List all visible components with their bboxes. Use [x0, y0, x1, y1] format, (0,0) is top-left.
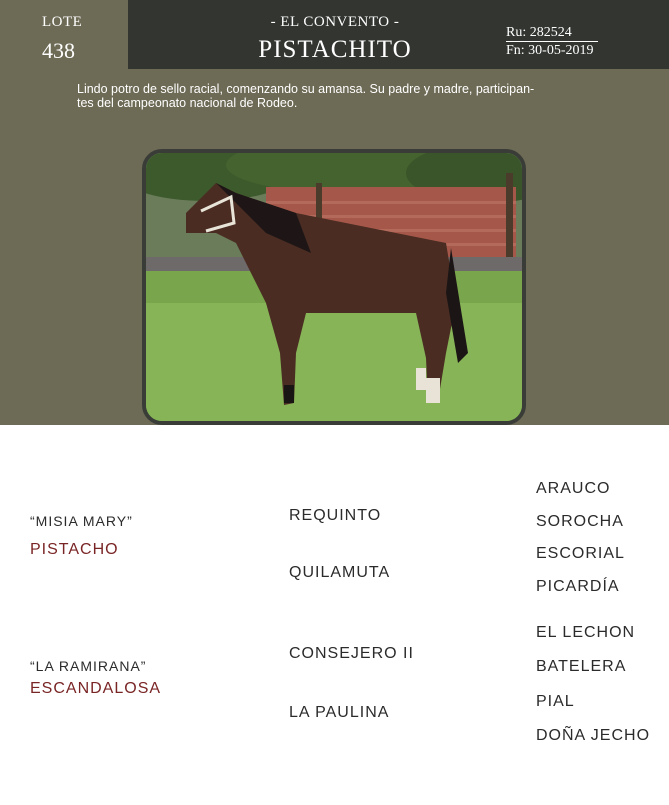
horse-photo — [142, 149, 526, 425]
grandparent-2: QUILAMUTA — [289, 564, 391, 581]
great-grandparent-7: PIAL — [536, 693, 575, 710]
great-grandparent-6: BATELERA — [536, 658, 627, 675]
great-grandparent-5: EL LECHON — [536, 624, 636, 641]
great-grandparent-1: ARAUCO — [536, 480, 611, 497]
grandparent-4: LA PAULINA — [289, 704, 390, 721]
registry-number: Ru: 282524 — [506, 25, 598, 42]
lot-box — [0, 0, 128, 69]
great-grandparent-3: ESCORIAL — [536, 545, 625, 562]
dam-dam-name: “LA RAMIRANA” — [30, 658, 147, 674]
lot-number: 438 — [42, 38, 75, 63]
great-grandparent-8: DOÑA JECHO — [536, 727, 651, 744]
grandparent-3: CONSEJERO II — [289, 645, 414, 662]
horse-name: PISTACHITO — [258, 36, 412, 63]
grandparent-1: REQUINTO — [289, 507, 382, 524]
horse-photo-icon — [146, 153, 522, 421]
breeder-name: - EL CONVENTO - — [270, 14, 400, 30]
title-bar — [128, 0, 669, 69]
great-grandparent-2: SOROCHA — [536, 513, 624, 530]
description-line-2: tes del campeonato nacional de Rodeo. — [77, 96, 298, 110]
sire-name: PISTACHO — [30, 541, 119, 558]
great-grandparent-4: PICARDÍA — [536, 578, 620, 595]
description — [77, 82, 597, 110]
description-line-1: Lindo potro de sello racial, comenzando su amansa. Su padre y madre, participan- — [77, 82, 535, 96]
dam-name: ESCANDALOSA — [30, 680, 162, 697]
lot-label: LOTE — [42, 14, 83, 30]
birth-date: Fn: 30-05-2019 — [506, 43, 594, 58]
sire-dam-name: “MISIA MARY” — [30, 513, 133, 529]
